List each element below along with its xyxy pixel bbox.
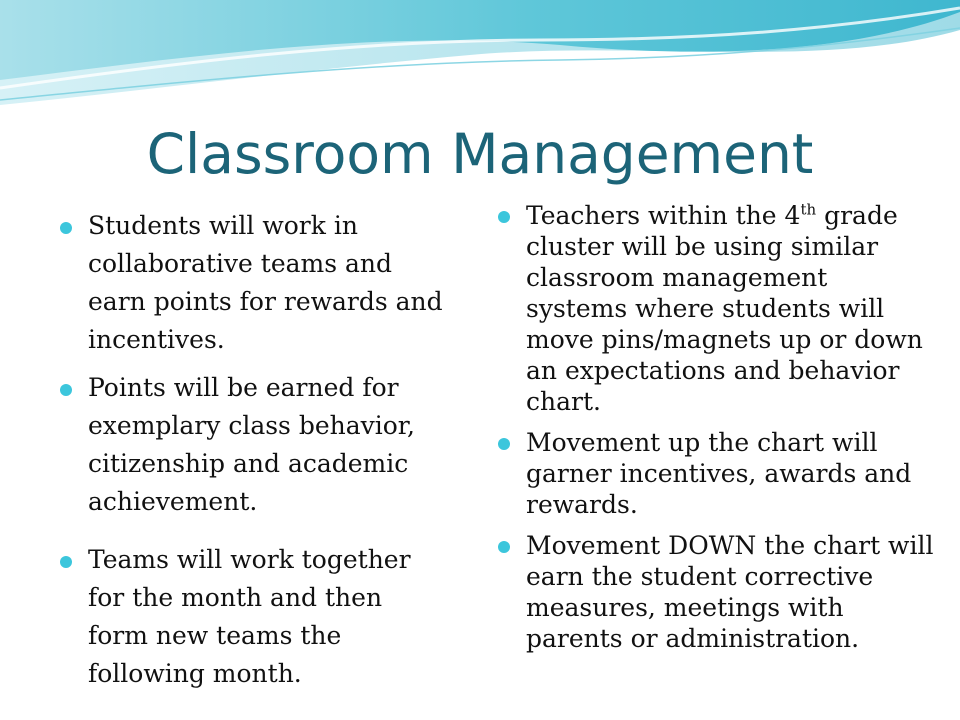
bullet-dot-icon (498, 438, 510, 450)
bullet-dot-icon (498, 541, 510, 553)
bullet-text: Teams will work together for the month and then form new teams the following month. (88, 545, 411, 688)
right-bullet-item (498, 530, 936, 654)
bullet-text: Movement up the chart will garner incentives, awards and rewards. (526, 428, 912, 519)
right-bullet-item (498, 200, 936, 417)
right-bullet-list (498, 200, 936, 664)
ordinal-superscript: th (800, 200, 817, 219)
right-bullet-item (498, 427, 936, 520)
left-bullet-item (60, 207, 445, 359)
bullet-text: Movement DOWN the chart will earn the student corrective measures, meetings with parents or administration. (526, 531, 934, 653)
bullet-dot-icon (498, 211, 510, 223)
left-bullet-list (60, 207, 445, 703)
left-bullet-item (60, 369, 445, 521)
bullet-dot-icon (60, 384, 72, 396)
bullet-text: Students will work in collaborative teams and earn points for rewards and incentives. (88, 211, 443, 354)
header-wave-decoration (0, 0, 960, 120)
bullet-dot-icon (60, 556, 72, 568)
bullet-text-after: grade cluster will be using similar classroom management systems where students will move pins/magnets up or down an expectations and behavior chart. (526, 201, 923, 416)
bullet-dot-icon (60, 222, 72, 234)
left-bullet-item (60, 541, 445, 693)
slide-title: Classroom Management (146, 122, 814, 186)
bullet-text: Points will be earned for exemplary class behavior, citizenship and academic achievement. (88, 373, 415, 516)
bullet-text-before: Teachers within the 4 (526, 201, 801, 230)
